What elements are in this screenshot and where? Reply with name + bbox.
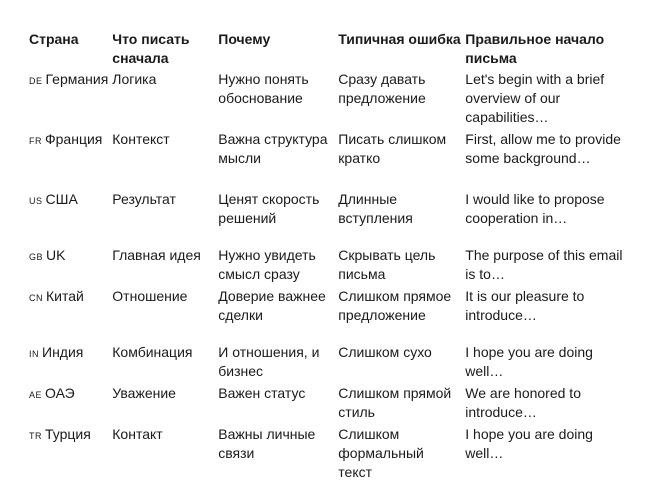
first-cell: Отношение — [112, 288, 188, 304]
country-name: Китай — [46, 288, 84, 304]
country-code: IN — [29, 349, 39, 359]
opening-cell: We are honored to introduce… — [465, 385, 581, 420]
header-opening: Правильное начало письма — [465, 31, 605, 66]
why-cell: Доверие важнее сделки — [218, 288, 326, 323]
opening-cell: It is our pleasure to introduce… — [465, 288, 585, 323]
country-code: US — [29, 196, 43, 206]
table-row — [27, 287, 627, 343]
country-code: CN — [29, 293, 43, 303]
why-cell: Ценят скорость решений — [218, 191, 320, 226]
first-cell: Уважение — [112, 385, 176, 401]
header-first: Что писать сначала — [112, 31, 190, 66]
country-name: UK — [46, 247, 66, 263]
country-cell — [27, 425, 110, 485]
mistake-cell: Слишком формальный текст — [338, 426, 424, 480]
table-row — [27, 190, 627, 246]
why-cell: Нужно увидеть смысл сразу — [218, 247, 316, 282]
country-code: TR — [29, 431, 42, 441]
why-cell: Важен статус — [218, 385, 306, 401]
table-row — [27, 70, 627, 130]
mistake-cell: Слишком прямое предложение — [338, 288, 452, 323]
country-code: GB — [29, 252, 44, 262]
country-code: DE — [29, 76, 43, 86]
country-name: ОАЭ — [45, 385, 75, 401]
opening-cell: I hope you are doing well… — [465, 344, 593, 379]
opening-cell: The purpose of this email is to… — [465, 247, 623, 282]
mistake-cell: Сразу давать предложение — [338, 71, 426, 106]
first-cell: Комбинация — [112, 344, 193, 360]
first-cell: Контакт — [112, 426, 163, 442]
country-cell — [27, 343, 110, 384]
table-row — [27, 425, 627, 485]
country-name: Турция — [45, 426, 91, 442]
mistake-cell: Писать слишком кратко — [338, 131, 447, 166]
country-email-table — [27, 30, 627, 485]
why-cell: И отношения, и бизнес — [218, 344, 320, 379]
country-cell — [27, 287, 110, 343]
country-cell — [27, 70, 110, 130]
first-cell: Логика — [112, 71, 157, 87]
opening-cell: I would like to propose cooperation in… — [465, 191, 605, 226]
table-row — [27, 384, 627, 425]
country-cell — [27, 190, 110, 246]
country-cell — [27, 130, 110, 190]
header-country: Страна — [29, 31, 79, 47]
country-name: Индия — [42, 344, 84, 360]
mistake-cell: Слишком сухо — [338, 344, 432, 360]
why-cell: Важны личные связи — [218, 426, 316, 461]
table-row — [27, 246, 627, 287]
mistake-cell: Длинные вступления — [338, 191, 413, 226]
first-cell: Контекст — [112, 131, 170, 147]
header-why: Почему — [218, 31, 271, 47]
country-name: Германия — [45, 71, 109, 87]
country-name: Франция — [45, 131, 103, 147]
why-cell: Важна структура мысли — [218, 131, 328, 166]
table-row — [27, 343, 627, 384]
first-cell: Результат — [112, 191, 176, 207]
mistake-cell: Скрывать цель письма — [338, 247, 436, 282]
opening-cell: I hope you are doing well… — [465, 426, 593, 461]
table-row — [27, 130, 627, 190]
table-header-row — [27, 30, 627, 70]
mistake-cell: Слишком прямой стиль — [338, 385, 452, 420]
first-cell: Главная идея — [112, 247, 201, 263]
country-code: FR — [29, 136, 42, 146]
country-cell — [27, 246, 110, 287]
country-name: США — [45, 191, 78, 207]
why-cell: Нужно понять обоснование — [218, 71, 309, 106]
header-mistake: Типичная ошибка — [338, 31, 461, 47]
opening-cell: Let's begin with a brief overview of our capabilities… — [465, 71, 605, 125]
country-cell — [27, 384, 110, 425]
country-code: AE — [29, 390, 43, 400]
opening-cell: First, allow me to provide some background… — [465, 131, 621, 166]
